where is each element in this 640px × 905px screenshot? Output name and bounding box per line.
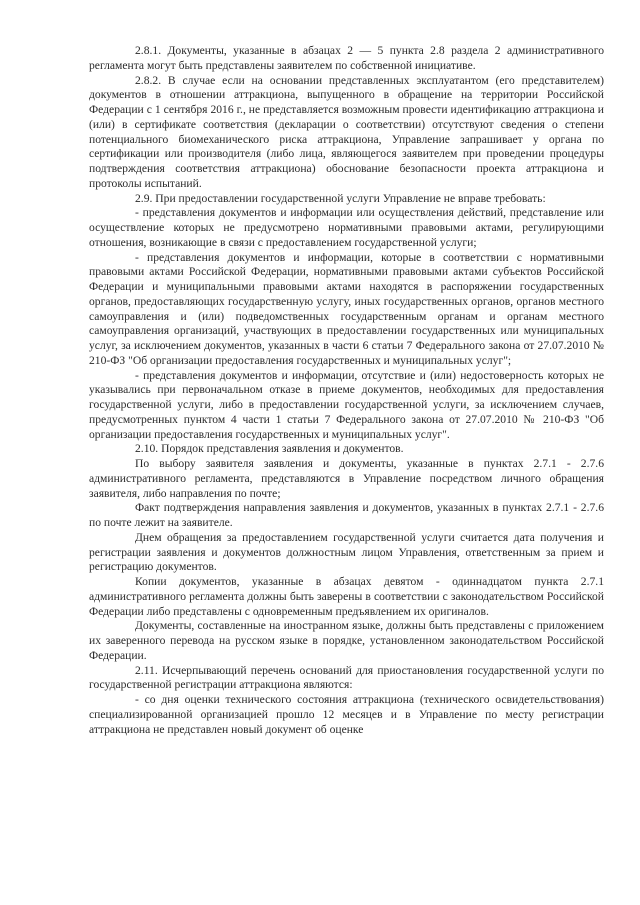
list-item: - со дня оценки технического состояния аттракциона (технического освидетельствования) специализированной организацией прошло 12 месяцев и в Управление по месту регистрации аттракциона не представлен новый документ об оценке <box>89 693 604 736</box>
paragraph: По выбору заявителя заявления и документы, указанные в пунктах 2.7.1 - 2.7.6 административного регламента, представляются в Управление посредством личного обращения заявителя, либо направления по почте; <box>89 457 604 500</box>
paragraph: Факт подтверждения направления заявления и документов, указанных в пунктах 2.7.1 - 2.7.6 по почте лежит на заявителе. <box>89 501 604 529</box>
paragraph-2-10: 2.10. Порядок представления заявления и документов. <box>135 442 404 456</box>
list-item: - представления документов и информации или осуществления действий, представление или осуществление которых не предусмотрено нормативными правовыми актами, регулирующими отношения, возникающие в связи с предоставлением государственной услуги; <box>89 206 604 249</box>
paragraph-2-8-2: 2.8.2. В случае если на основании представленных эксплуатантом (его представителем) документов в отношении аттракциона, выпущенного в обращение на территории Российской Федерации с 1 сентября 2016 г., не представляется возможным провести идентификацию аттракциона и (или) в сертификате соответствия (декларации о соответствии) отсутствуют сведения о степени потенциального биомеханического риска аттракциона, Управление запрашивает у органа по сертификации или производителя (либо лица, являющегося заявителем при проведении процедуры подтверждения соответствия аттракциона) обоснование безопасности проекта аттракциона и протоколы испытаний. <box>89 73 604 190</box>
paragraph: Копии документов, указанные в абзацах девятом - одиннадцатом пункта 2.7.1 административного регламента должны быть заверены в соответствии с законодательством Российской Федерации либо представлены с одновременным предъявлением их оригиналов. <box>89 575 604 618</box>
paragraph-2-9: 2.9. При предоставлении государственной услуги Управление не вправе требовать: <box>135 191 546 205</box>
paragraph-2-11: 2.11. Исчерпывающий перечень оснований для приостановления государственной услуги по государственной регистрации аттракциона являются: <box>89 663 604 692</box>
paragraph: Документы, составленные на иностранном языке, должны быть представлены с приложением их заверенного перевода на русском языке в порядке, установленном законодательством Российской Федерации. <box>89 619 604 662</box>
list-item: - представления документов и информации, которые в соответствии с нормативными правовыми актами Российской Федерации, нормативными правовыми актами субъектов Российской Федерации и муниципальными правовыми актами находятся в распоряжении государственных органов, предоставляющих государственную услугу, иных государственных органов, органов местного самоуправления и (или) подведомственных государственным органам и органам местного самоуправления организаций, участвующих в предоставлении государственных или муниципальных услуг, за исключением документов, указанных в части 6 статьи 7 Федерального закона от 27.07.2010 № 210-ФЗ "Об организации предоставления государственных и муниципальных услуг"; <box>89 250 604 367</box>
paragraph-2-8-1: 2.8.1. Документы, указанные в абзацах 2 — 5 пункта 2.8 раздела 2 административного регламента могут быть представлены заявителем по собственной инициативе. <box>89 44 604 72</box>
paragraph: Днем обращения за предоставлением государственной услуги считается дата получения и регистрации заявления и документов должностным лицом Управления, ответственным за прием и регистрацию документов. <box>89 530 604 574</box>
list-item: - представления документов и информации, отсутствие и (или) недостоверность которых не указывались при первоначальном отказе в приеме документов, необходимых для предоставления государственной услуги, либо в предоставлении государственной услуги, за исключением случаев, предусмотренных пунктом 4 части 1 статьи 7 Федерального закона от 27.07.2010 № 210-ФЗ "Об организации предоставления государственных и муниципальных услуг". <box>89 368 604 441</box>
